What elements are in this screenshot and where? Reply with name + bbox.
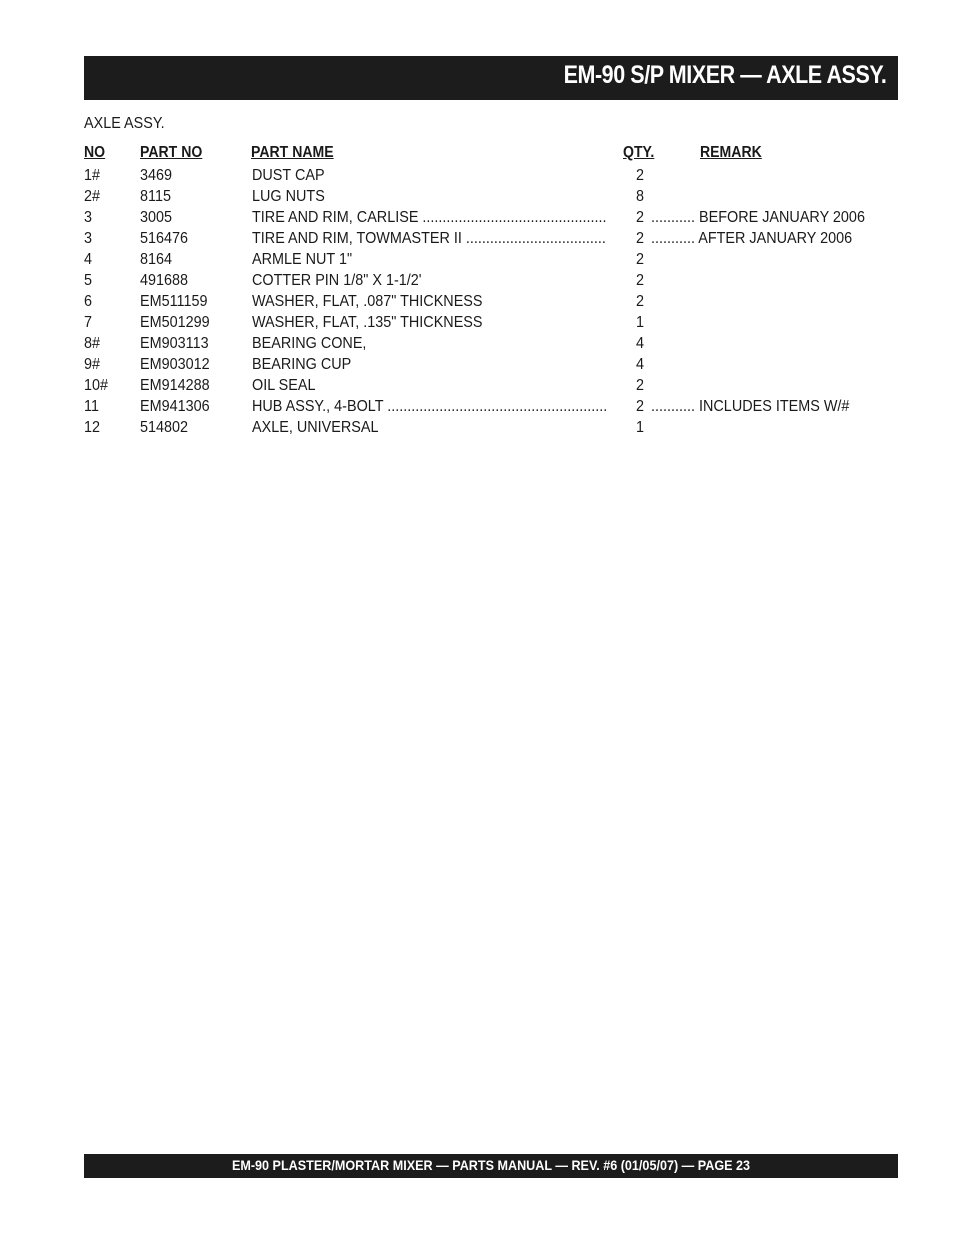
quantity: 2 [636, 272, 645, 289]
quantity: 2 [636, 209, 645, 226]
page-footer-bar [84, 1154, 898, 1178]
item-number: 1# [84, 167, 101, 184]
table-row [0, 417, 954, 438]
part-number: EM941306 [140, 398, 210, 415]
part-number: EM501299 [140, 314, 210, 331]
column-header-no: NO [84, 144, 106, 161]
column-header-part-name: PART NAME [251, 144, 334, 161]
quantity: 2 [636, 167, 645, 184]
part-name: BEARING CUP [252, 356, 352, 373]
table-row [0, 396, 954, 417]
part-name: TIRE AND RIM, TOWMASTER II ................................... [252, 230, 606, 247]
table-row [0, 291, 954, 312]
part-name: WASHER, FLAT, .135" THICKNESS [252, 314, 483, 331]
table-row [0, 207, 954, 228]
table-row [0, 186, 954, 207]
quantity: 4 [636, 356, 645, 373]
table-row [0, 333, 954, 354]
item-number: 6 [84, 293, 93, 310]
part-number: 3005 [140, 209, 173, 226]
page-footer-text: EM-90 PLASTER/MORTAR MIXER — PARTS MANUAL — REV. #6 (01/05/07) — PAGE 23 [231, 1157, 751, 1173]
section-label: AXLE ASSY. [84, 115, 165, 132]
page-title: EM-90 S/P MIXER — AXLE ASSY. [563, 61, 886, 89]
table-row [0, 312, 954, 333]
part-name: HUB ASSY., 4-BOLT ....................................................... [252, 398, 608, 415]
item-number: 7 [84, 314, 93, 331]
table-row [0, 249, 954, 270]
part-name: AXLE, UNIVERSAL [252, 419, 379, 436]
column-header-remark: REMARK [700, 144, 762, 161]
item-number: 3 [84, 209, 93, 226]
part-number: EM511159 [140, 293, 208, 310]
part-number: 491688 [140, 272, 189, 289]
part-number: 8115 [140, 188, 171, 205]
part-name: ARMLE NUT 1" [252, 251, 353, 268]
part-name: WASHER, FLAT, .087" THICKNESS [252, 293, 483, 310]
part-name: BEARING CONE, [252, 335, 367, 352]
quantity: 2 [636, 377, 645, 394]
part-name: DUST CAP [252, 167, 325, 184]
item-number: 2# [84, 188, 101, 205]
part-number: 8164 [140, 251, 173, 268]
part-number: 3469 [140, 167, 173, 184]
remark: ........... AFTER JANUARY 2006 [651, 230, 853, 247]
quantity: 2 [636, 293, 645, 310]
quantity: 2 [636, 230, 645, 247]
item-number: 5 [84, 272, 93, 289]
table-row [0, 165, 954, 186]
quantity: 1 [636, 314, 645, 331]
column-header-qty: QTY. [623, 144, 655, 161]
part-number: 516476 [140, 230, 189, 247]
quantity: 2 [636, 398, 645, 415]
part-number: EM903113 [140, 335, 209, 352]
part-number: EM914288 [140, 377, 210, 394]
table-row [0, 375, 954, 396]
remark: ........... BEFORE JANUARY 2006 [651, 209, 865, 226]
table-row [0, 228, 954, 249]
part-name: LUG NUTS [252, 188, 325, 205]
part-number: 514802 [140, 419, 189, 436]
item-number: 8# [84, 335, 101, 352]
part-number: EM903012 [140, 356, 210, 373]
page-header-bar [84, 56, 898, 100]
table-row [0, 270, 954, 291]
quantity: 4 [636, 335, 645, 352]
item-number: 11 [84, 398, 99, 415]
item-number: 10# [84, 377, 109, 394]
quantity: 1 [636, 419, 645, 436]
quantity: 2 [636, 251, 645, 268]
column-header-part-no: PART NO [140, 144, 203, 161]
part-name: OIL SEAL [252, 377, 316, 394]
item-number: 9# [84, 356, 101, 373]
quantity: 8 [636, 188, 645, 205]
item-number: 12 [84, 419, 101, 436]
part-name: TIRE AND RIM, CARLISE .............................................. [252, 209, 607, 226]
table-row [0, 354, 954, 375]
item-number: 3 [84, 230, 93, 247]
part-name: COTTER PIN 1/8" X 1-1/2' [252, 272, 422, 289]
remark: ........... INCLUDES ITEMS W/# [651, 398, 850, 415]
item-number: 4 [84, 251, 93, 268]
